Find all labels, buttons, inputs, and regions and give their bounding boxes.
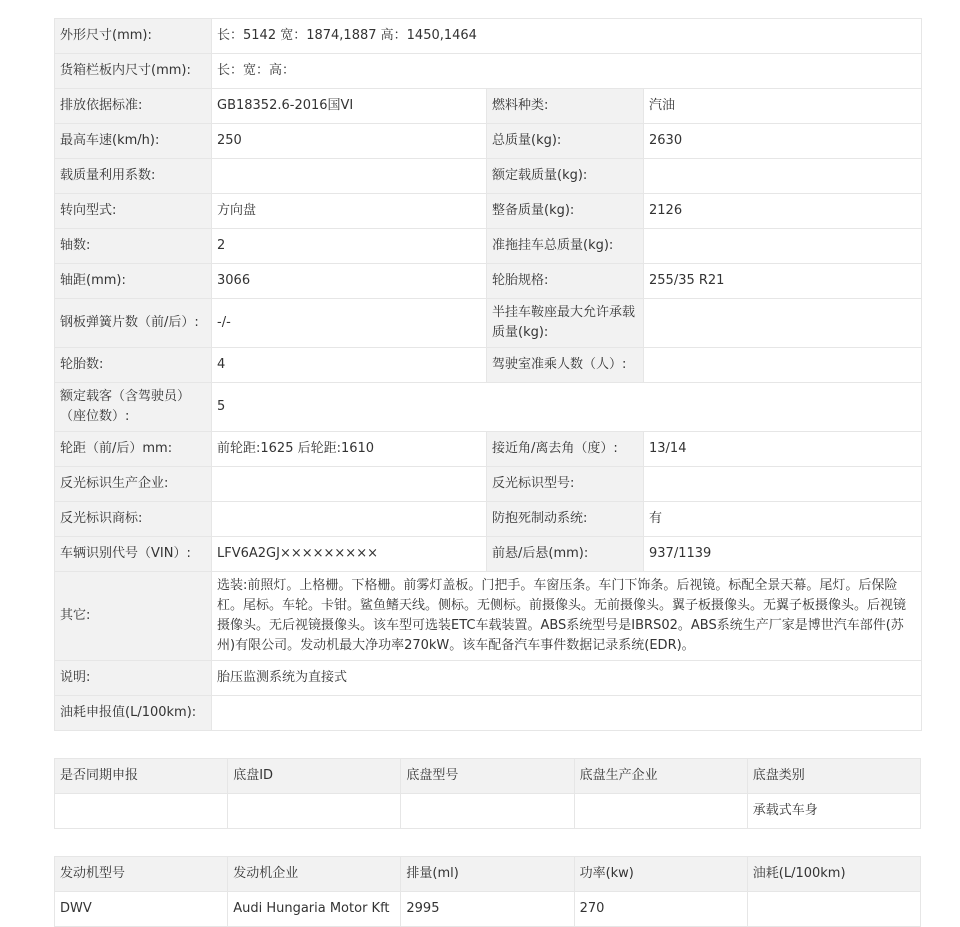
engine-header-cell: 发动机企业 (228, 857, 401, 892)
abs-label: 防抱死制动系统: (487, 502, 644, 537)
engine-cell: DWV (55, 892, 228, 927)
engine-cell: Audi Hungaria Motor Kft (228, 892, 401, 927)
chassis-header-cell: 底盘ID (228, 759, 401, 794)
leaf-spring-label: 钢板弹簧片数（前/后）: (55, 299, 212, 348)
passengers-label: 额定载客（含驾驶员）（座位数）: (55, 383, 212, 432)
chassis-cell (55, 794, 228, 829)
reflect-maker-value (212, 467, 487, 502)
engine-cell: 270 (574, 892, 747, 927)
chassis-header-cell: 底盘生产企业 (574, 759, 747, 794)
reflect-model-label: 反光标识型号: (487, 467, 644, 502)
load-coeff-label: 载质量利用系数: (55, 159, 212, 194)
dims-value: 长：5142 宽：1874,1887 高：1450,1464 (212, 19, 922, 54)
total-mass-value: 2630 (644, 124, 922, 159)
chassis-cell (228, 794, 401, 829)
axles-label: 轴数: (55, 229, 212, 264)
emission-label: 排放依据标准: (55, 89, 212, 124)
track-value: 前轮距:1625 后轮距:1610 (212, 432, 487, 467)
reflect-brand-label: 反光标识商标: (55, 502, 212, 537)
load-coeff-value (212, 159, 487, 194)
rated-load-value (644, 159, 922, 194)
table-row (55, 19, 922, 54)
table-row (55, 537, 922, 572)
trailer-mass-label: 准拖挂车总质量(kg): (487, 229, 644, 264)
passengers-value: 5 (212, 383, 922, 432)
saddle-load-label: 半挂车鞍座最大允许承载质量(kg): (487, 299, 644, 348)
table-row (55, 661, 922, 696)
wheelbase-value: 3066 (212, 264, 487, 299)
chassis-header-cell: 底盘类别 (747, 759, 920, 794)
max-speed-value: 250 (212, 124, 487, 159)
cab-seats-value (644, 348, 922, 383)
other-label: 其它: (55, 572, 212, 661)
curb-mass-value: 2126 (644, 194, 922, 229)
table-row (55, 572, 922, 661)
chassis-header-cell: 是否同期申报 (55, 759, 228, 794)
engine-cell: 2995 (401, 892, 574, 927)
engine-header-cell: 油耗(L/100km) (747, 857, 920, 892)
engine-header-cell: 排量(ml) (401, 857, 574, 892)
tires-label: 轮胎数: (55, 348, 212, 383)
table-row (55, 467, 922, 502)
track-label: 轮距（前/后）mm: (55, 432, 212, 467)
chassis-cell (401, 794, 574, 829)
other-value: 选装:前照灯。上格栅。下格栅。前雾灯盖板。门把手。车窗压条。车门下饰条。后视镜。标配全景天幕。尾灯。后保险杠。尾标。车轮。卡钳。鲨鱼鳍天线。侧标。无侧标。前摄像头。无前摄像头。翼子板摄像头。无翼子板摄像头。后视镜摄像头。无后视镜摄像头。该车型可选装ETC车载装置。ABS系统型号是IBRS02。ABS系统生产厂家是博世汽车部件(苏州)有限公司。发动机最大净功率270kW。该车配备汽车事件数据记录系统(EDR)。 (212, 572, 922, 661)
table-row (55, 194, 922, 229)
tires-value: 4 (212, 348, 487, 383)
tire-spec-label: 轮胎规格: (487, 264, 644, 299)
table-row (55, 299, 922, 348)
steering-label: 转向型式: (55, 194, 212, 229)
chassis-header-cell: 底盘型号 (401, 759, 574, 794)
reflect-maker-label: 反光标识生产企业: (55, 467, 212, 502)
table-row (55, 89, 922, 124)
vin-value: LFV6A2GJ××××××××× (212, 537, 487, 572)
steering-value: 方向盘 (212, 194, 487, 229)
table-row (55, 159, 922, 194)
axles-value: 2 (212, 229, 487, 264)
table-row (55, 383, 922, 432)
abs-value: 有 (644, 502, 922, 537)
fuel-consumption-value (212, 696, 922, 731)
table-row (55, 432, 922, 467)
angles-label: 接近角/离去角（度）: (487, 432, 644, 467)
max-speed-label: 最高车速(km/h): (55, 124, 212, 159)
engine-header-cell: 发动机型号 (55, 857, 228, 892)
reflect-model-value (644, 467, 922, 502)
trailer-mass-value (644, 229, 922, 264)
curb-mass-label: 整备质量(kg): (487, 194, 644, 229)
engine-cell (747, 892, 920, 927)
fuel-value: 汽油 (644, 89, 922, 124)
emission-value: GB18352.6-2016国VI (212, 89, 487, 124)
table-row (55, 124, 922, 159)
tire-spec-value: 255/35 R21 (644, 264, 922, 299)
vehicle-spec-page (54, 18, 921, 927)
fuel-label: 燃料种类: (487, 89, 644, 124)
table-row (55, 54, 922, 89)
angles-value: 13/14 (644, 432, 922, 467)
cargo-dims-value: 长：宽：高： (212, 54, 922, 89)
engine-table (54, 856, 921, 927)
reflect-brand-value (212, 502, 487, 537)
table-row (55, 892, 921, 927)
total-mass-label: 总质量(kg): (487, 124, 644, 159)
table-row (55, 348, 922, 383)
table-row (55, 229, 922, 264)
chassis-table (54, 758, 921, 829)
chassis-cell (574, 794, 747, 829)
cab-seats-label: 驾驶室准乘人数（人）: (487, 348, 644, 383)
table-row (55, 502, 922, 537)
fuel-consumption-label: 油耗申报值(L/100km): (55, 696, 212, 731)
engine-header-cell: 功率(kw) (574, 857, 747, 892)
overhang-label: 前悬/后悬(mm): (487, 537, 644, 572)
cargo-dims-label: 货箱栏板内尺寸(mm): (55, 54, 212, 89)
vehicle-params-table (54, 18, 922, 731)
wheelbase-label: 轴距(mm): (55, 264, 212, 299)
table-header-row (55, 759, 921, 794)
dims-label: 外形尺寸(mm): (55, 19, 212, 54)
overhang-value: 937/1139 (644, 537, 922, 572)
table-row (55, 794, 921, 829)
chassis-cell: 承载式车身 (747, 794, 920, 829)
table-row (55, 696, 922, 731)
rated-load-label: 额定载质量(kg): (487, 159, 644, 194)
saddle-load-value (644, 299, 922, 348)
note-label: 说明: (55, 661, 212, 696)
table-header-row (55, 857, 921, 892)
note-value: 胎压监测系统为直接式 (212, 661, 922, 696)
leaf-spring-value: -/- (212, 299, 487, 348)
table-row (55, 264, 922, 299)
vin-label: 车辆识别代号（VIN）: (55, 537, 212, 572)
